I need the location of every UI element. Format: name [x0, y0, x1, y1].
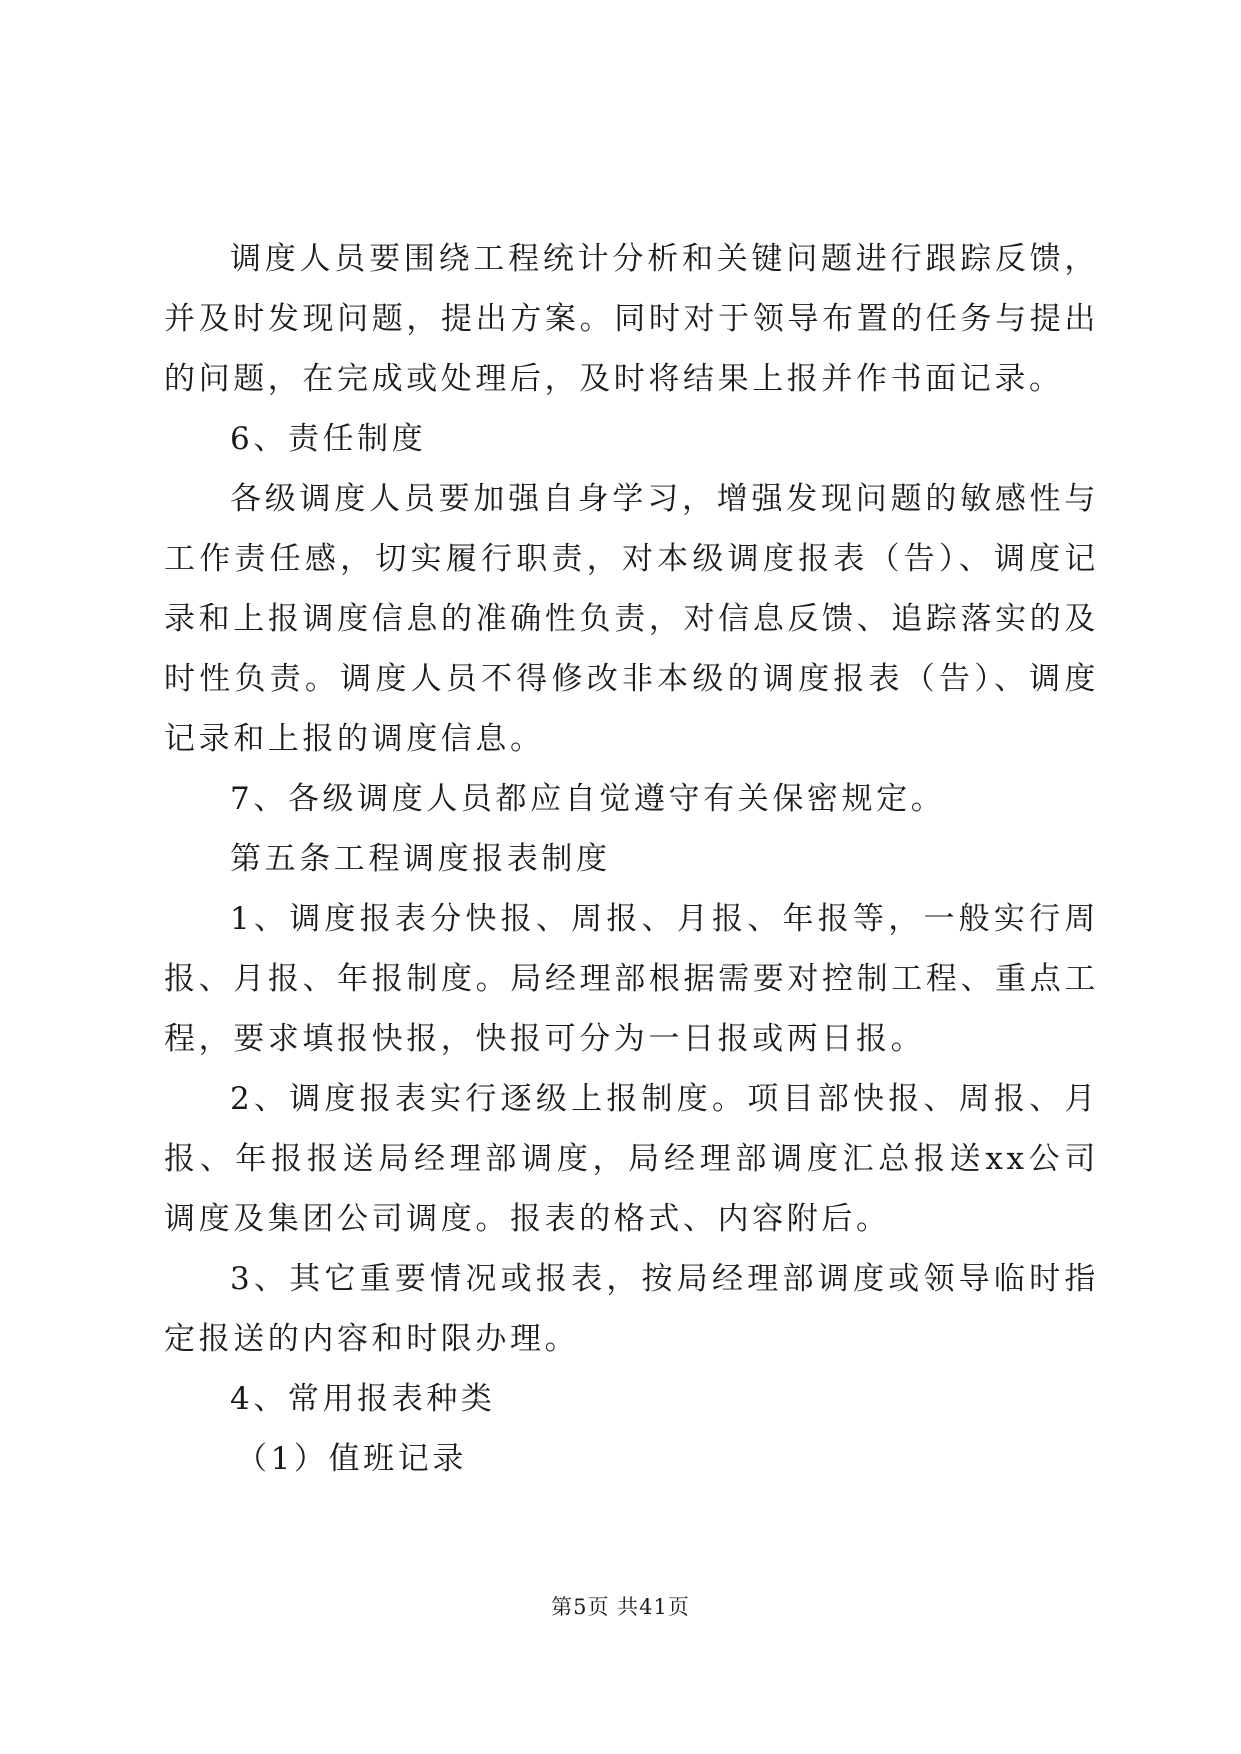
page-footer: [0, 1592, 1241, 1622]
paragraph-report-types: 1、调度报表分快报、周报、月报、年报等，一般实行周报、月报、年报制度。局经理部根据需要对控制工程、重点工程，要求填报快报，快报可分为一日报或两日报。: [164, 901, 1099, 1057]
paragraph-other-reports: 3、其它重要情况或报表，按局经理部调度或领导临时指定报送的内容和时限办理。: [164, 1261, 1099, 1357]
page-number-label: 第5页 共41页: [551, 1595, 690, 1619]
paragraph-tracking-feedback: 调度人员要围绕工程统计分析和关键问题进行跟踪反馈，并及时发现问题，提出方案。同时对于领导布置的任务与提出的问题，在完成或处理后，及时将结果上报并作书面记录。: [164, 241, 1099, 397]
document-body: [164, 229, 1099, 1489]
paragraph-confidentiality: 7、各级调度人员都应自觉遵守有关保密规定。: [230, 781, 946, 817]
heading-common-report-types: 4、常用报表种类: [230, 1381, 496, 1417]
paragraph-report-submission: 2、调度报表实行逐级上报制度。项目部快报、周报、月报、年报报送局经理部调度，局经理部调度汇总报送xx公司调度及集团公司调度。报表的格式、内容附后。: [164, 1081, 1099, 1237]
heading-responsibility-system: 6、责任制度: [230, 421, 427, 457]
list-item-duty-record: （1）值班记录: [236, 1441, 467, 1477]
paragraph-responsibility: 各级调度人员要加强自身学习，增强发现问题的敏感性与工作责任感，切实履行职责，对本级调度报表（告）、调度记录和上报调度信息的准确性负责，对信息反馈、追踪落实的及时性负责。调度人员不得修改非本级的调度报表（告）、调度记录和上报的调度信息。: [164, 481, 1099, 757]
heading-article-five: 第五条工程调度报表制度: [230, 841, 611, 877]
